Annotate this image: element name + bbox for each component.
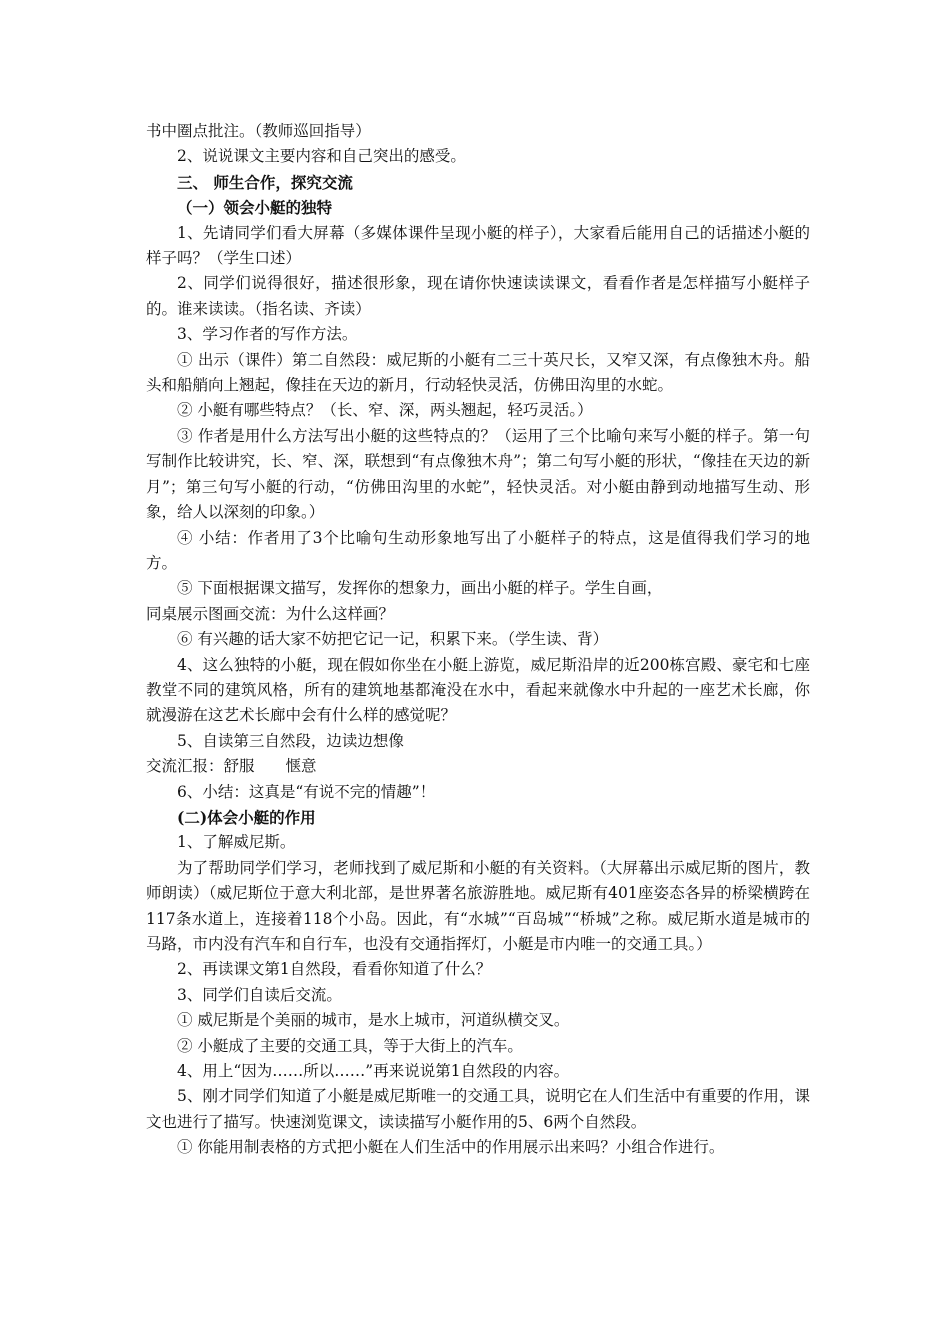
document-body	[146, 119, 810, 1161]
paragraph: 书中圈点批注。（教师巡回指导）	[146, 122, 371, 140]
paragraph: 3、学习作者的写作方法。	[177, 325, 358, 344]
paragraph: ⑥ 有兴趣的话大家不妨把它记一记，积累下来。（学生读、背）	[177, 630, 609, 649]
paragraph: 6、小结：这真是“有说不完的情趣”！	[177, 782, 436, 801]
paragraph: 2、说说课文主要内容和自己突出的感受。	[177, 147, 466, 166]
paragraph: ③ 作者是用什么方法写出小艇的这些特点的？（运用了三个比喻句来写小艇的样子。第一句写制作比较讲究，长、窄、深，联想到“有点像独木舟”；第二句写小艇的形状，“像挂在天边的新月”；第三句写小艇的行动，“仿佛田沟里的水蛇”，轻快灵活。对小艇由静到动地描写生动、形象，给人以深刻的印象。）	[146, 426, 810, 522]
paragraph: 5、刚才同学们知道了小艇是威尼斯唯一的交通工具，说明它在人们生活中有重要的作用，课文也进行了描写。快速浏览课文，读读描写小艇作用的5、6两个自然段。	[146, 1087, 810, 1131]
paragraph: ① 你能用制表格的方式把小艇在人们生活中的作用展示出来吗？小组合作进行。	[177, 1138, 725, 1157]
paragraph: 5、自读第三自然段，边读边想像	[177, 731, 404, 750]
paragraph: 同桌展示图画交流：为什么这样画？	[146, 604, 395, 623]
paragraph: ① 威尼斯是个美丽的城市，是水上城市，河道纵横交叉。	[177, 1011, 570, 1030]
section-heading: 三、 师生合作，探究交流	[177, 172, 353, 192]
paragraph: ④ 小结：作者用了3个比喻句生动形象地写出了小艇样子的特点，这是值得我们学习的地方。	[146, 528, 810, 572]
paragraph: 1、了解威尼斯。	[177, 833, 296, 852]
paragraph: 3、同学们自读后交流。	[177, 985, 342, 1004]
paragraph: 2、同学们说得很好，描述很形象，现在请你快速读读课文，看看作者是怎样描写小艇样子的。谁来读读。（指名读、齐读）	[146, 274, 810, 318]
paragraph: 1、先请同学们看大屏幕（多媒体课件呈现小艇的样子），大家看后能用自己的话描述小艇的样子吗？（学生口述）	[146, 223, 810, 268]
paragraph: ② 小艇有哪些特点？（长、窄、深，两头翘起，轻巧灵活。）	[177, 401, 593, 420]
paragraph: 4、这么独特的小艇，现在假如你坐在小艇上游览，威尼斯沿岸的近200栋宫殿、豪宅和七座教堂不同的建筑风格，所有的建筑地基都淹没在水中，看起来就像水中升起的一座艺术长廊，你就漫游在这艺术长廊中会有什么样的感觉呢？	[146, 655, 810, 725]
paragraph: 交流汇报：舒服 惬意	[146, 757, 317, 776]
subsection-heading: (二)体会小艇的作用	[177, 807, 316, 827]
paragraph: ① 出示（课件）第二自然段：威尼斯的小艇有二三十英尺长，又窄又深，有点像独木舟。船头和船艄向上翘起，像挂在天边的新月，行动轻快灵活，仿佛田沟里的水蛇。	[146, 350, 810, 395]
paragraph: ② 小艇成了主要的交通工具，等于大街上的汽车。	[177, 1036, 523, 1055]
paragraph: 为了帮助同学们学习，老师找到了威尼斯和小艇的有关资料。（大屏幕出示威尼斯的图片，教师朗读）（威尼斯位于意大利北部，是世界著名旅游胜地。威尼斯有401座姿态各异的桥梁横跨在117条水道上，连接着118个小岛。因此，有“水城”“百岛城”“桥城”之称。威尼斯水道是城市的马路，市内没有汽车和自行车，也没有交通指挥灯，小艇是市内唯一的交通工具。）	[146, 858, 810, 953]
paragraph: 2、再读课文第1自然段，看看你知道了什么？	[177, 960, 492, 979]
subsection-heading: （一）领会小艇的独特	[177, 198, 333, 218]
paragraph: ⑤ 下面根据课文描写，发挥你的想象力，画出小艇的样子。学生自画，	[177, 579, 663, 598]
paragraph: 4、用上“因为……所以……”再来说说第1自然段的内容。	[177, 1062, 570, 1081]
